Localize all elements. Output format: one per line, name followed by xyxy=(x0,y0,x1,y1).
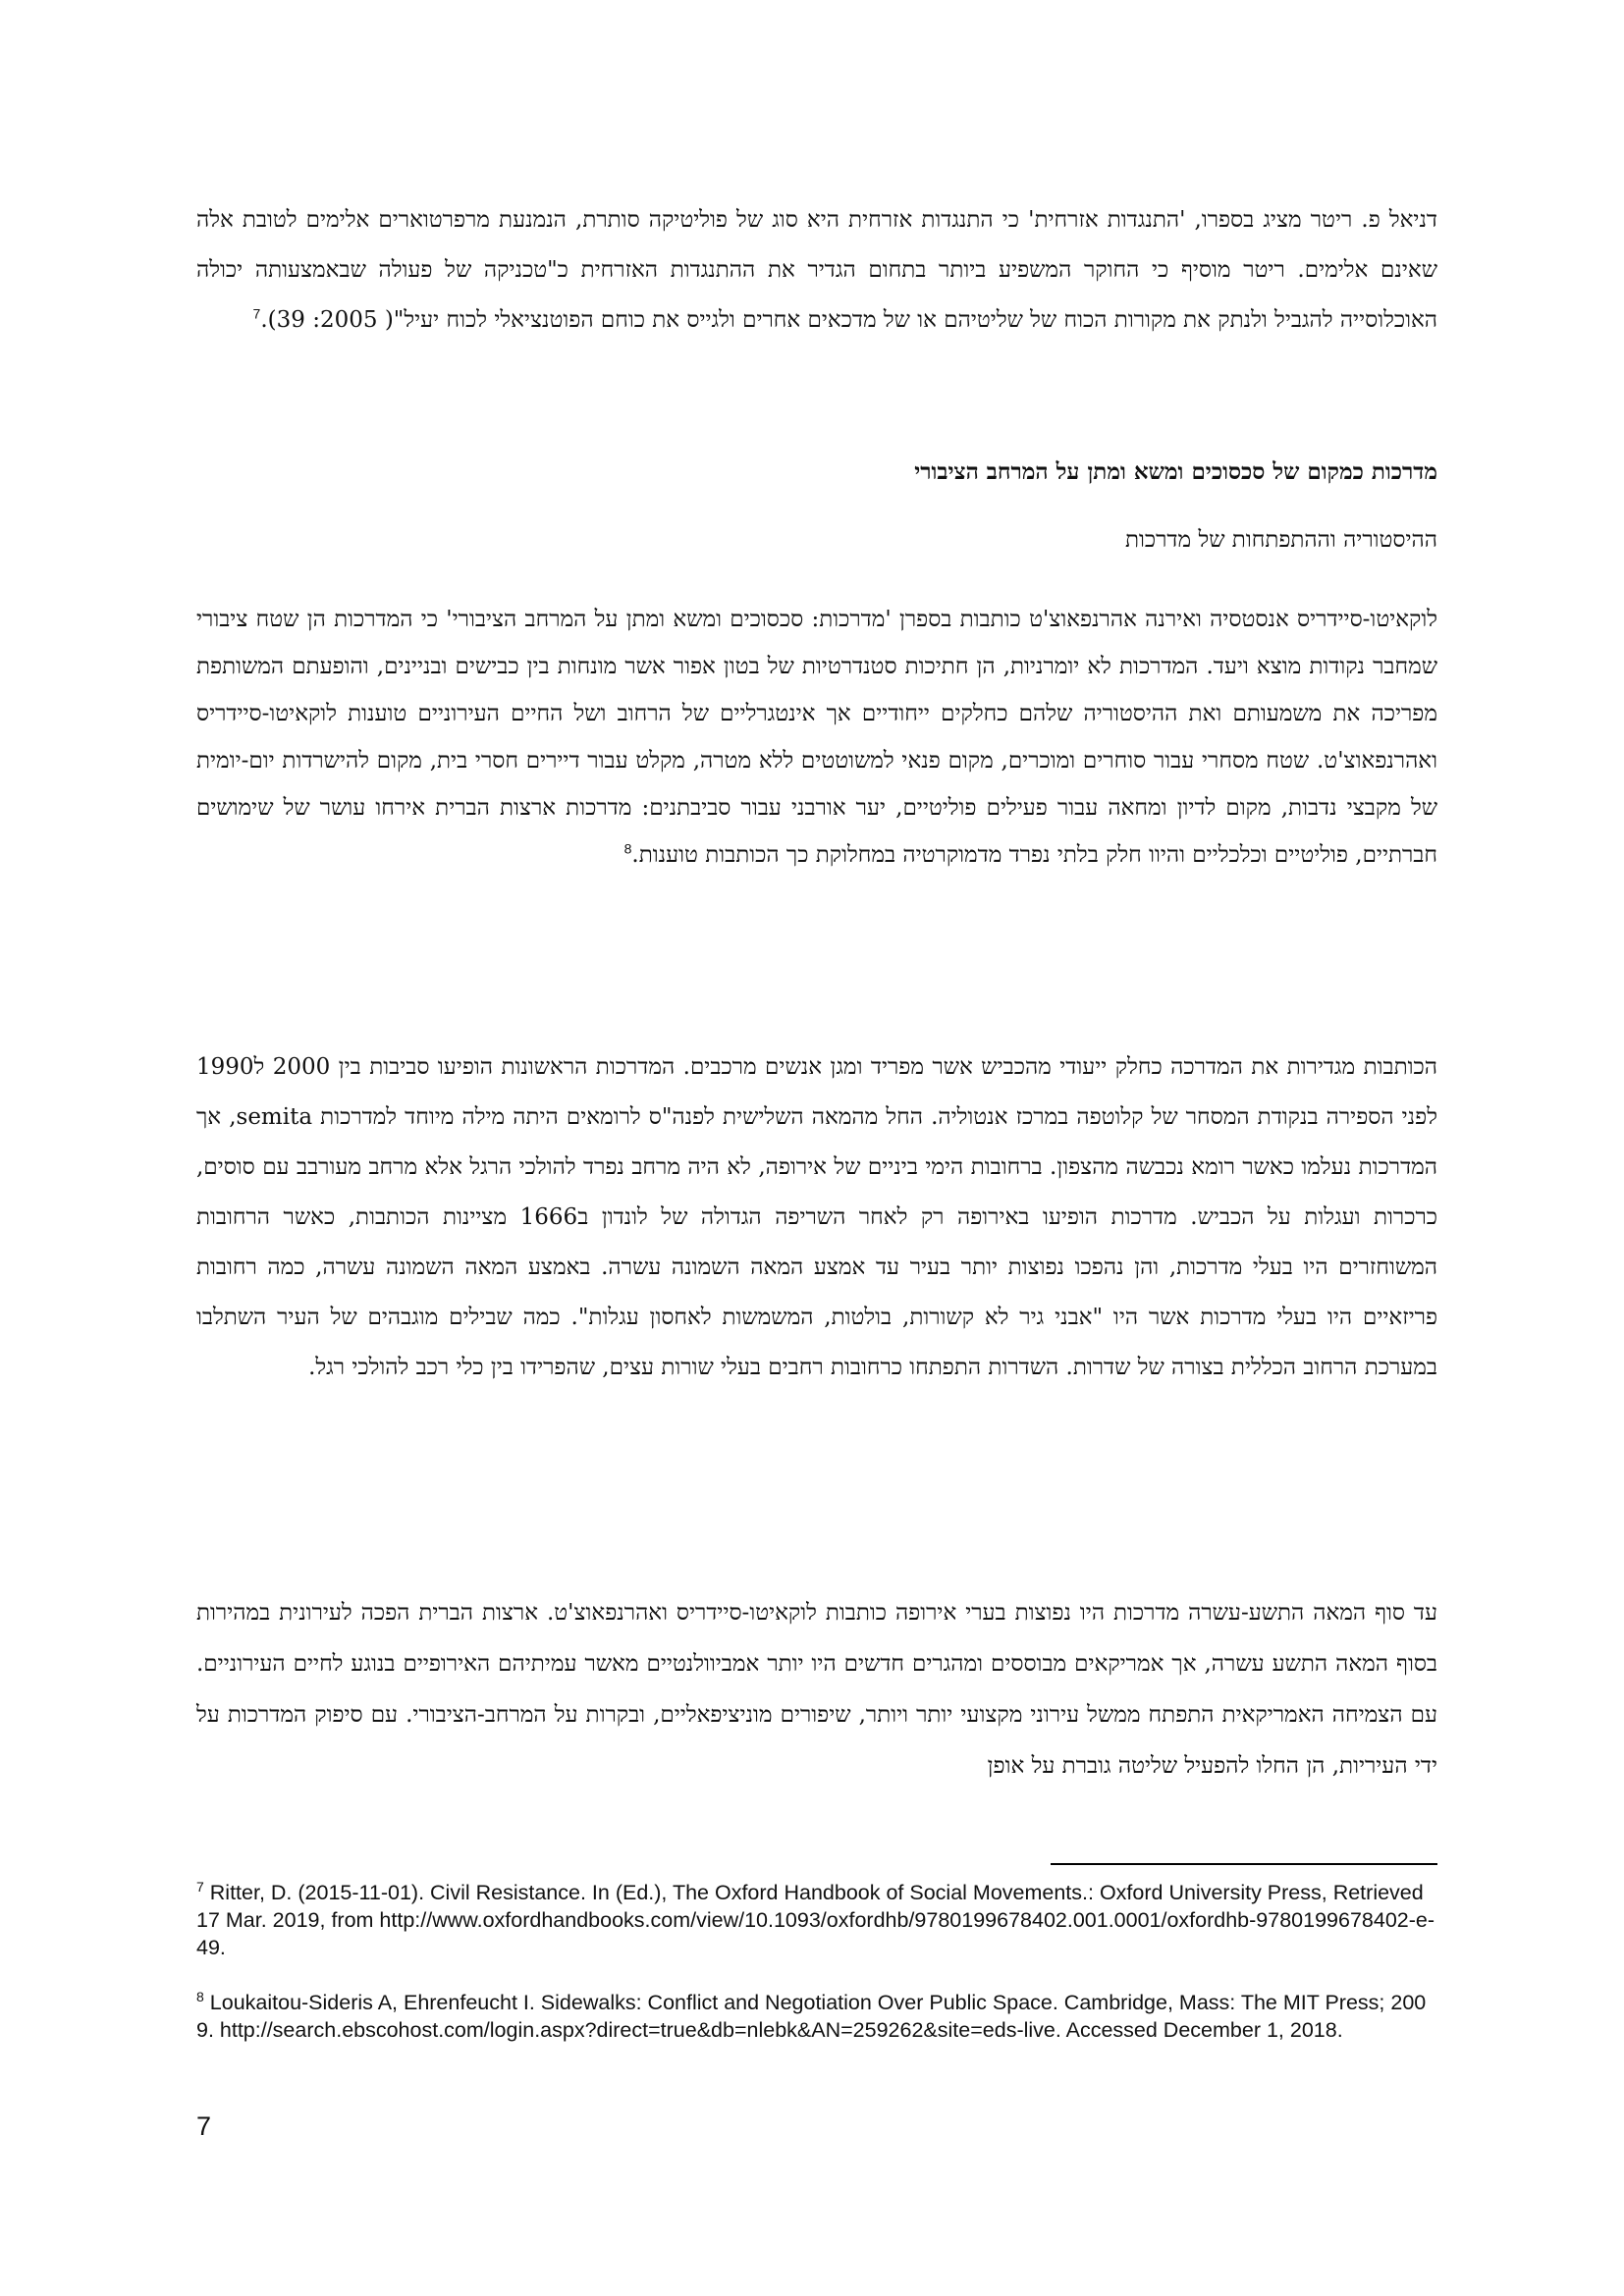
footnote-7-text: Ritter, D. (2015-11-01). Civil Resistance. In (Ed.), The Oxford Handbook of Social Movements.: Oxford University Press, Retrieved 17 Mar. 2019, from http://www.oxfordhandbooks.com/view/10.1093/oxfordhb/9780199678402.001.0001/oxfordhb-9780199678402-e-49. xyxy=(196,1881,1435,1959)
paragraph-nineteenth-century: עד סוף המאה התשע-עשרה מדרכות היו נפוצות בערי אירופה כותבות לוקאיטו-סיידריס ואהרנפאוצ'ט. ארצות הברית הפכה לעירונית במהירות בסוף המאה התשע עשרה, אך אמריקאים מבוססים ומהגרים חדשים היו יותר אמביוולנטיים מאשר עמיתיהם האירופיים בנוגע לחיים העירוניים. עם הצמיחה האמריקאית התפתח ממשל עירוני מקצועי יותר ויותר, שיפורים מוניציפאליים, ובקרות על המרחב-הציבורי. עם סיפוק המדרכות על ידי העיריות, הן החלו להפעיל שליטה גוברת על אופן xyxy=(196,1600,1437,1779)
footnote-ref-7[interactable]: 7 xyxy=(252,305,261,322)
paragraph-sidewalks-book-text: לוקאיטו-סיידריס אנסטסיה ואירנה אהרנפאוצ'ט כותבות בספרן 'מדרכות: סכסוכים ומשא ומתן על המרחב הציבורי' כי המדרכות הן שטח ציבורי שמחבר נקודות מוצא ויעד. המדרכות לא יומרניות, הן חתיכות סטנדרטיות של בטון אפור אשר מונחות בין כבישים ובניינים, והופעתם המשותפת מפריכה את משמעותם ואת ההיסטוריה שלהם כחלקים ייחודיים אך אינטגרליים של הרחוב ושל החיים העירוניים טוענות לוקאיטו-סיידריס ואהרנפאוצ'ט. שטח מסחרי עבור סוחרים ומוכרים, מקום פנאי למשוטטים ללא מטרה, מקלט עבור דיירים חסרי בית, מקום להישרדות יום-יומית של מקבצי נדבות, מקום לדיון ומחאה עבור פעילים פוליטיים, יער אורבני עבור סביבתנים: מדרכות ארצות הברית אירחו עושר של שימושים חברתיים, פוליטיים וכלכליים והיוו חלק בלתי נפרד מדמוקרטיה במחלוקת כך הכותבות טוענות. xyxy=(196,607,1438,868)
paragraph-ritter xyxy=(196,195,1437,346)
footnote-ref-8[interactable]: 8 xyxy=(623,840,632,857)
paragraph-ritter-text: דניאל פ. ריטר מציג בספרו, 'התנגדות אזרחית' כי התנגדות אזרחית היא סוג של פוליטיקה סותרת, הנמנעת מרפרטוארים אלימים לטובת אלה שאינם אלימים. ריטר מוסיף כי החוקר המשפיע ביותר בתחום הגדיר את ההתנגדות האזרחית כ"טכניקה של פעולה שבאמצעותה יכולה האוכלוסייה להגביל ולנתק את מקורות הכוח של שליטיהם או של מדכאים אחרים ולגייס את כוחם הפוטנציאלי לכוח יעיל"( 2005: 39). xyxy=(196,207,1437,333)
paragraph-sidewalks-book xyxy=(196,596,1437,879)
subheading: ההיסטוריה וההתפתחות של מדרכות xyxy=(1124,527,1437,553)
footnote-7-number: 7 xyxy=(196,1878,204,1895)
footnote-8-text: Loukaitou-Sideris A, Ehrenfeucht I. Sidewalks: Conflict and Negotiation Over Public Space. Cambridge, Mass: The MIT Press; 2009. http://search.ebscohost.com/login.aspx?direct=true&db=nlebk&AN=259262&site=eds-live. Accessed December 1, 2018. xyxy=(196,1991,1427,2042)
footnote-8-number: 8 xyxy=(196,1988,204,2004)
section-heading: מדרכות כמקום של סכסוכים ומשא ומתן על המרחב הציבורי xyxy=(914,458,1437,485)
paragraph-history: הכותבות מגדירות את המדרכה כחלק ייעודי מהכביש אשר מפריד ומגן אנשים מרכבים. המדרכות הראשונות הופיעו סביבות בין 2000 ל1990 לפני הספירה בנקודת המסחר של קלוטפה במרכז אנטוליה. החל מהמאה השלישית לפנה"ס לרומאים היתה מילה מיוחד למדרכות semita, אך המדרכות נעלמו כאשר רומא נכבשה מהצפון. ברחובות הימי ביניים של אירופה, לא היה מרחב נפרד להולכי הרגל אלא מרחב מעורבב עם סוסים, כרכרות ועגלות על הכביש. מדרכות הופיעו באירופה רק לאחר השריפה הגדולה של לונדון ב1666 מציינות הכותבות, כאשר הרחובות המשוחזרים היו בעלי מדרכות, והן נהפכו נפוצות יותר בעיר עד אמצע המאה השמונה עשרה. באמצע המאה השמונה עשרה, כמה רחובות פריזאיים היו בעלי מדרכות אשר היו "אבני גיר לא קשורות, בולטות, המשמשות לאחסון עגלות". כמה שבילים מוגבהים של העיר השתלבו במערכת הרחוב הכללית בצורה של שדרות. השדרות התפתחו כרחובות רחבים בעלי שורות עצים, שהפרידו בין כלי רכב להולכי רגל. xyxy=(196,1054,1438,1380)
page-number: 7 xyxy=(196,2111,212,2141)
footnote-7 xyxy=(196,1879,1437,1961)
footnote-separator xyxy=(1051,1863,1437,1865)
footnote-8 xyxy=(196,1989,1437,2044)
